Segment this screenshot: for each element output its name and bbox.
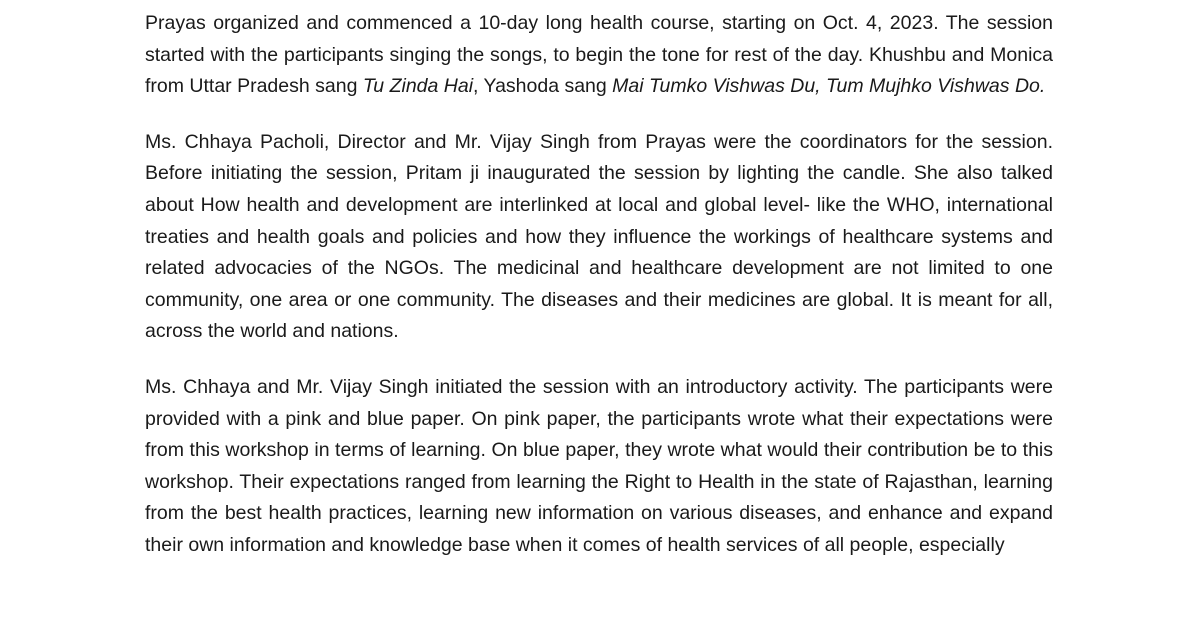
- paragraph-1-text-b: , Yashoda sang: [473, 75, 613, 98]
- song-title-mai-tumko: Mai Tumko Vishwas Du, Tum Mujhko Vishwas Do.: [612, 75, 1046, 98]
- song-title-tu-zinda-hai: Tu Zinda Hai: [362, 75, 474, 98]
- paragraph-coordinators: Ms. Chhaya Pacholi, Director and Mr. Vijay Singh from Prayas were the coordinators for the session. Before initiating the session, Pritam ji inaugurated the session by lighting the candle. She also talked about How health and development are interlinked at local and global level- like the WHO, international treaties and health goals and policies and how they influence the workings of healthcare systems and related advocacies of the NGOs. The medicinal and healthcare development are not limited to one community, one area or one community. The diseases and their medicines are global. It is meant for all, across the world and nations.: [145, 130, 1053, 343]
- document-body: [145, 8, 1053, 586]
- paragraph-1-text-a: Prayas organized and commenced a 10-day long health course, starting on Oct. 4, 2023. The session started with the participants singing the songs, to begin the tone for rest of the day. Khushbu and Monica from Uttar Pradesh sang: [145, 12, 1053, 98]
- paragraph-introductory-activity: Ms. Chhaya and Mr. Vijay Singh initiated the session with an introductory activity. The participants were provided with a pink and blue paper. On pink paper, the participants wrote what their expectations were from this workshop in terms of learning. On blue paper, they wrote what would their contribution be to this workshop. Their expectations ranged from learning the Right to Health in the state of Rajasthan, learning from the best health practices, learning new information on various diseases, and enhance and expand their own information and knowledge base when it comes of health services of all people, especially: [145, 375, 1053, 556]
- paragraph-course-intro: [145, 8, 1053, 103]
